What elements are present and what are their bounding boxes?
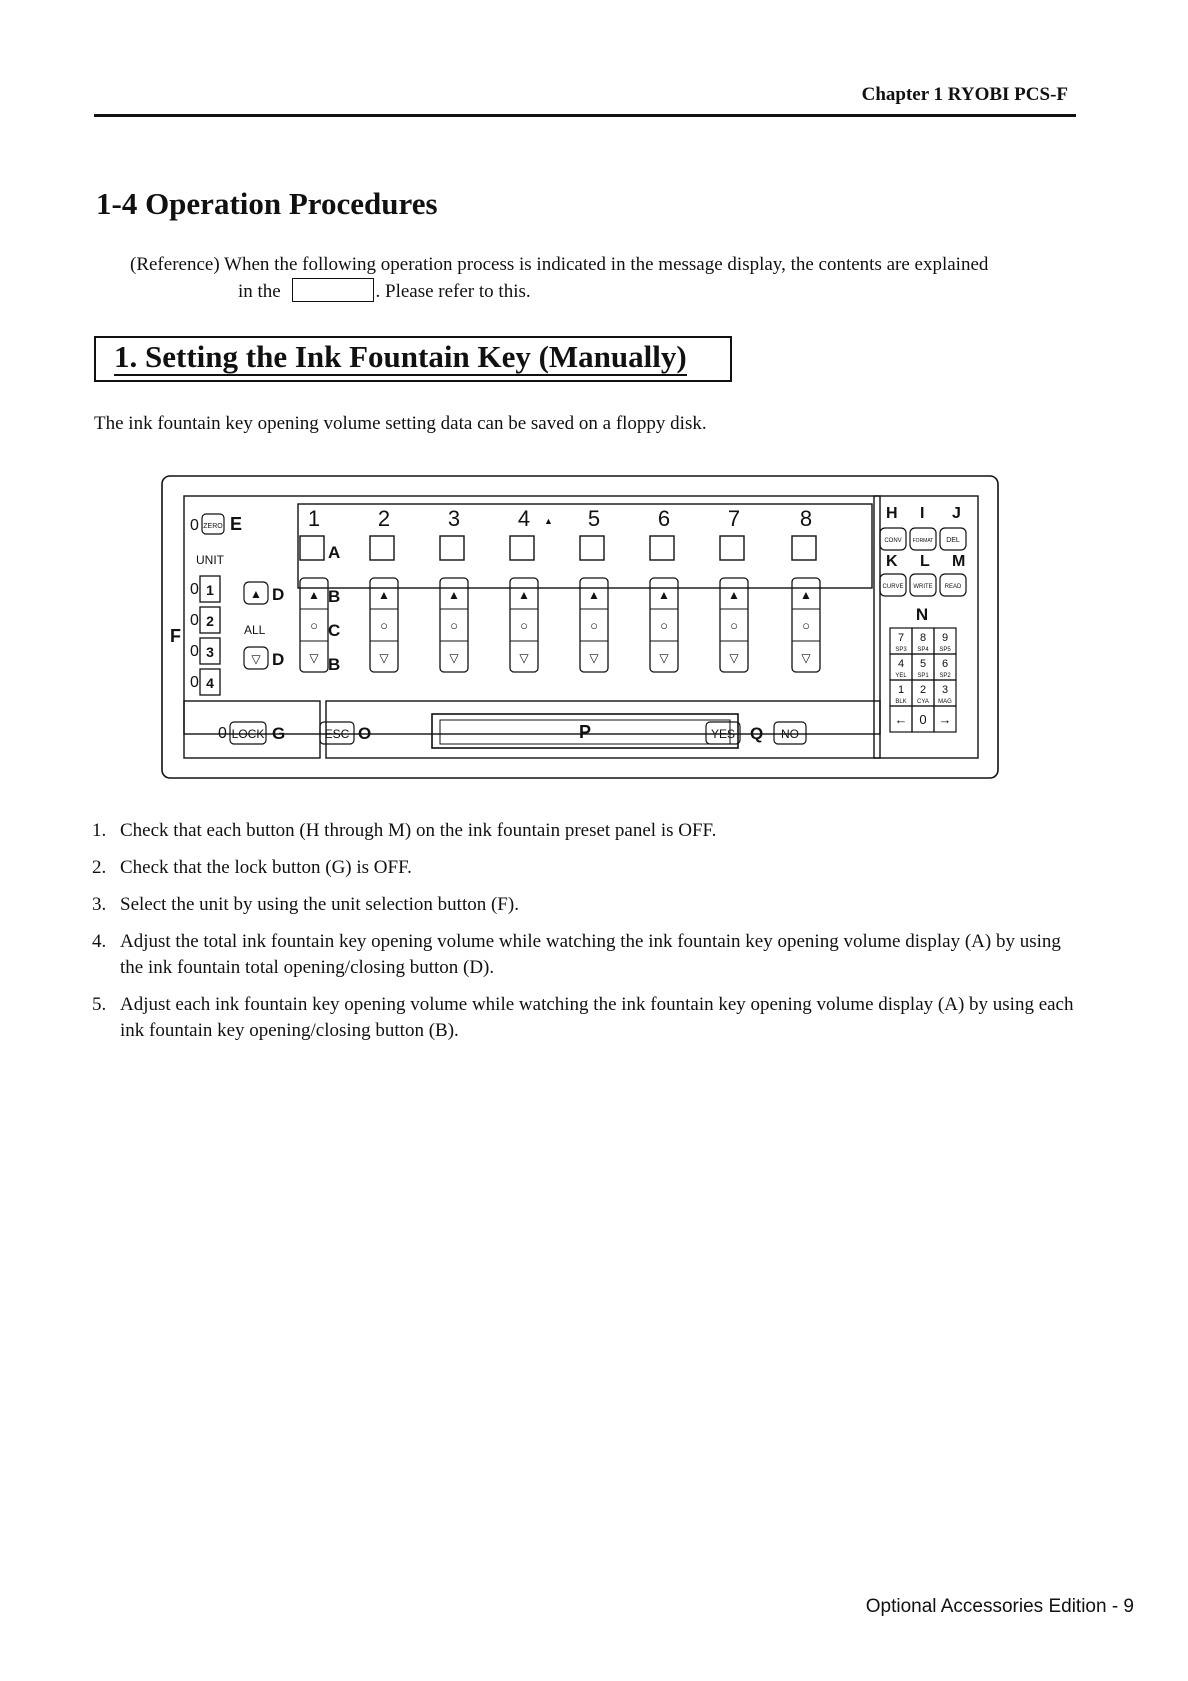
panel-inner-frame (184, 496, 880, 734)
label-N: N (915, 605, 929, 624)
label-D-bottom: D (272, 650, 285, 669)
numeric-keypad (890, 628, 956, 732)
conv-button-label: CONV (884, 538, 902, 544)
step-item (92, 892, 1082, 918)
unit-4-indicator: 0 (190, 674, 199, 691)
no-button-label: NO (781, 727, 799, 741)
key-5-open-symbol: ▲ (588, 588, 600, 602)
unit-1-button-label: 1 (206, 582, 214, 598)
unit-3-button-label: 3 (206, 644, 214, 660)
unit-4-button-label: 4 (206, 675, 214, 691)
key-7-mid-symbol: ○ (730, 618, 738, 633)
keypad-key-7-sub: CYA (917, 699, 929, 705)
key-5-mid-symbol: ○ (590, 618, 598, 633)
key-3-number: 3 (447, 506, 461, 531)
keypad-key-6-num: 1 (897, 684, 905, 696)
step-item (92, 818, 1082, 844)
key-3-display (440, 536, 464, 560)
del-button-label: DEL (946, 537, 960, 544)
header-rule (94, 114, 1076, 117)
label-D-top: D (272, 585, 285, 604)
unit-3-indicator: 0 (190, 643, 199, 660)
key-3-open-symbol: ▲ (448, 588, 460, 602)
keypad-key-1-sub: SP4 (917, 647, 929, 653)
label-M: M (952, 553, 966, 570)
keypad-key-5-num: 6 (941, 658, 949, 670)
curve-button-label: CURVE (882, 584, 904, 590)
key-5-close-symbol: ▽ (589, 651, 599, 665)
page-title: 1-4 Operation Procedures (96, 186, 438, 221)
step-number: 5. (92, 994, 107, 1015)
label-L: L (920, 553, 930, 570)
keypad-key-8-sub: MAG (938, 699, 952, 705)
write-button-label: WRITE (913, 584, 933, 590)
key-7-close-symbol: ▽ (729, 651, 739, 665)
zero-button-label: ZERO (203, 523, 223, 530)
lock-button-label: LOCK (231, 727, 265, 741)
keypad-key-11-num: → (938, 712, 952, 727)
step-number: 1. (92, 820, 107, 841)
reference-box-sample (292, 278, 374, 302)
esc-button-label: ESC (324, 727, 350, 741)
unit-1-indicator: 0 (190, 581, 199, 598)
label-J: J (952, 505, 961, 522)
all-label: ALL (244, 623, 266, 637)
label-A: A (328, 543, 341, 562)
marker-triangle: ▲ (544, 516, 553, 526)
format-button-label: FORMAT (912, 538, 934, 544)
reference-note-line2 (238, 278, 531, 303)
key-6-mid-symbol: ○ (660, 618, 668, 633)
label-H: H (886, 505, 898, 522)
key-6-close-symbol: ▽ (659, 651, 669, 665)
step-item (92, 992, 1082, 1044)
key-4-number: 4 (517, 506, 531, 531)
key-8-close-symbol: ▽ (801, 651, 811, 665)
label-B-bottom: B (328, 655, 341, 674)
fountain-keys (300, 506, 820, 672)
key-2-mid-symbol: ○ (380, 618, 388, 633)
unit-2-indicator: 0 (190, 612, 199, 629)
key-8-mid-symbol: ○ (802, 618, 810, 633)
keypad-key-4-num: 5 (919, 658, 927, 670)
key-4-close-symbol: ▽ (519, 651, 529, 665)
intro-paragraph: The ink fountain key opening volume setting data can be saved on a floppy disk. (94, 413, 707, 434)
step-text: Select the unit by using the unit selection button (F). (120, 894, 519, 915)
unit-buttons (190, 576, 220, 695)
key-1-number: 1 (307, 506, 321, 531)
key-2-open-symbol: ▲ (378, 588, 390, 602)
key-2-close-symbol: ▽ (379, 651, 389, 665)
label-G: G (272, 724, 286, 743)
step-item (92, 855, 1082, 881)
page-footer: Optional Accessories Edition - 9 (865, 1596, 1134, 1617)
key-4-mid-symbol: ○ (520, 618, 528, 633)
key-1-mid-symbol: ○ (310, 618, 318, 633)
step-number: 4. (92, 931, 107, 952)
section-title-text: 1. Setting the Ink Fountain Key (Manually) (114, 339, 687, 374)
label-C: C (328, 621, 341, 640)
key-7-number: 7 (727, 506, 741, 531)
keypad-key-0-num: 7 (897, 632, 905, 644)
keypad-key-3-num: 4 (897, 658, 905, 670)
key-1-open-symbol: ▲ (308, 588, 320, 602)
reference-suffix: . Please refer to this. (375, 281, 531, 302)
key-8-display (792, 536, 816, 560)
key-3-close-symbol: ▽ (449, 651, 459, 665)
zero-indicator: 0 (190, 517, 199, 534)
key-2-display (370, 536, 394, 560)
chapter-header: Chapter 1 RYOBI PCS-F (861, 84, 1068, 105)
label-K: K (886, 553, 898, 570)
ink-fountain-panel-diagram (160, 474, 1000, 780)
key-1-display (300, 536, 324, 560)
key-5-display (580, 536, 604, 560)
lock-zero: 0 (218, 725, 227, 742)
key-4-display (510, 536, 534, 560)
keypad-key-6-sub: BLK (895, 699, 907, 705)
keypad-key-10-num: 0 (919, 712, 927, 727)
key-8-number: 8 (799, 506, 813, 531)
total-close-symbol: ▽ (251, 652, 261, 666)
unit-label: UNIT (196, 553, 224, 567)
key-2-number: 2 (377, 506, 391, 531)
key-6-number: 6 (657, 506, 671, 531)
key-7-open-symbol: ▲ (728, 588, 740, 602)
step-item (92, 929, 1082, 981)
procedure-steps (92, 818, 1082, 1055)
keypad-key-2-sub: SP5 (939, 647, 951, 653)
keypad-key-2-num: 9 (941, 632, 949, 644)
read-button-label: READ (944, 584, 962, 590)
key-6-display (650, 536, 674, 560)
key-1-close-symbol: ▽ (309, 651, 319, 665)
keypad-key-1-num: 8 (919, 632, 927, 644)
section-title (114, 339, 687, 375)
key-4-open-symbol: ▲ (518, 588, 530, 602)
key-8-open-symbol: ▲ (800, 588, 812, 602)
keypad-key-8-num: 3 (941, 684, 949, 696)
key-3-mid-symbol: ○ (450, 618, 458, 633)
label-O: O (358, 724, 372, 743)
label-P: P (578, 722, 592, 742)
label-B-top: B (328, 587, 341, 606)
step-text: Adjust each ink fountain key opening volume while watching the ink fountain key opening volume display (A) by using each ink fountain key opening/closing button (B). (120, 994, 1074, 1041)
label-F: F (170, 626, 181, 646)
keypad-key-0-sub: SP3 (895, 647, 907, 653)
step-text: Adjust the total ink fountain key opening volume while watching the ink fountain key opening volume display (A) by using the ink fountain total opening/closing button (D). (120, 931, 1061, 978)
key-7-display (720, 536, 744, 560)
keypad-key-7-num: 2 (919, 684, 927, 696)
unit-2-button-label: 2 (206, 613, 214, 629)
key-5-number: 5 (587, 506, 601, 531)
label-I: I (920, 505, 925, 522)
step-text: Check that each button (H through M) on the ink fountain preset panel is OFF. (120, 820, 717, 841)
reference-prefix: in the (238, 281, 281, 302)
total-open-symbol: ▲ (250, 587, 262, 601)
reference-note: (Reference) When the following operation process is indicated in the message display, the contents are explained (130, 254, 989, 275)
label-Q: Q (750, 724, 764, 743)
keypad-key-5-sub: SP2 (939, 673, 951, 679)
keypad-key-3-sub: YEL (895, 673, 907, 679)
step-text: Check that the lock button (G) is OFF. (120, 857, 412, 878)
step-number: 2. (92, 857, 107, 878)
step-number: 3. (92, 894, 107, 915)
label-E: E (230, 514, 243, 534)
key-6-open-symbol: ▲ (658, 588, 670, 602)
keypad-key-9-num: ← (894, 712, 908, 727)
keypad-key-4-sub: SP1 (917, 673, 929, 679)
yes-button-label: YES (710, 727, 736, 741)
